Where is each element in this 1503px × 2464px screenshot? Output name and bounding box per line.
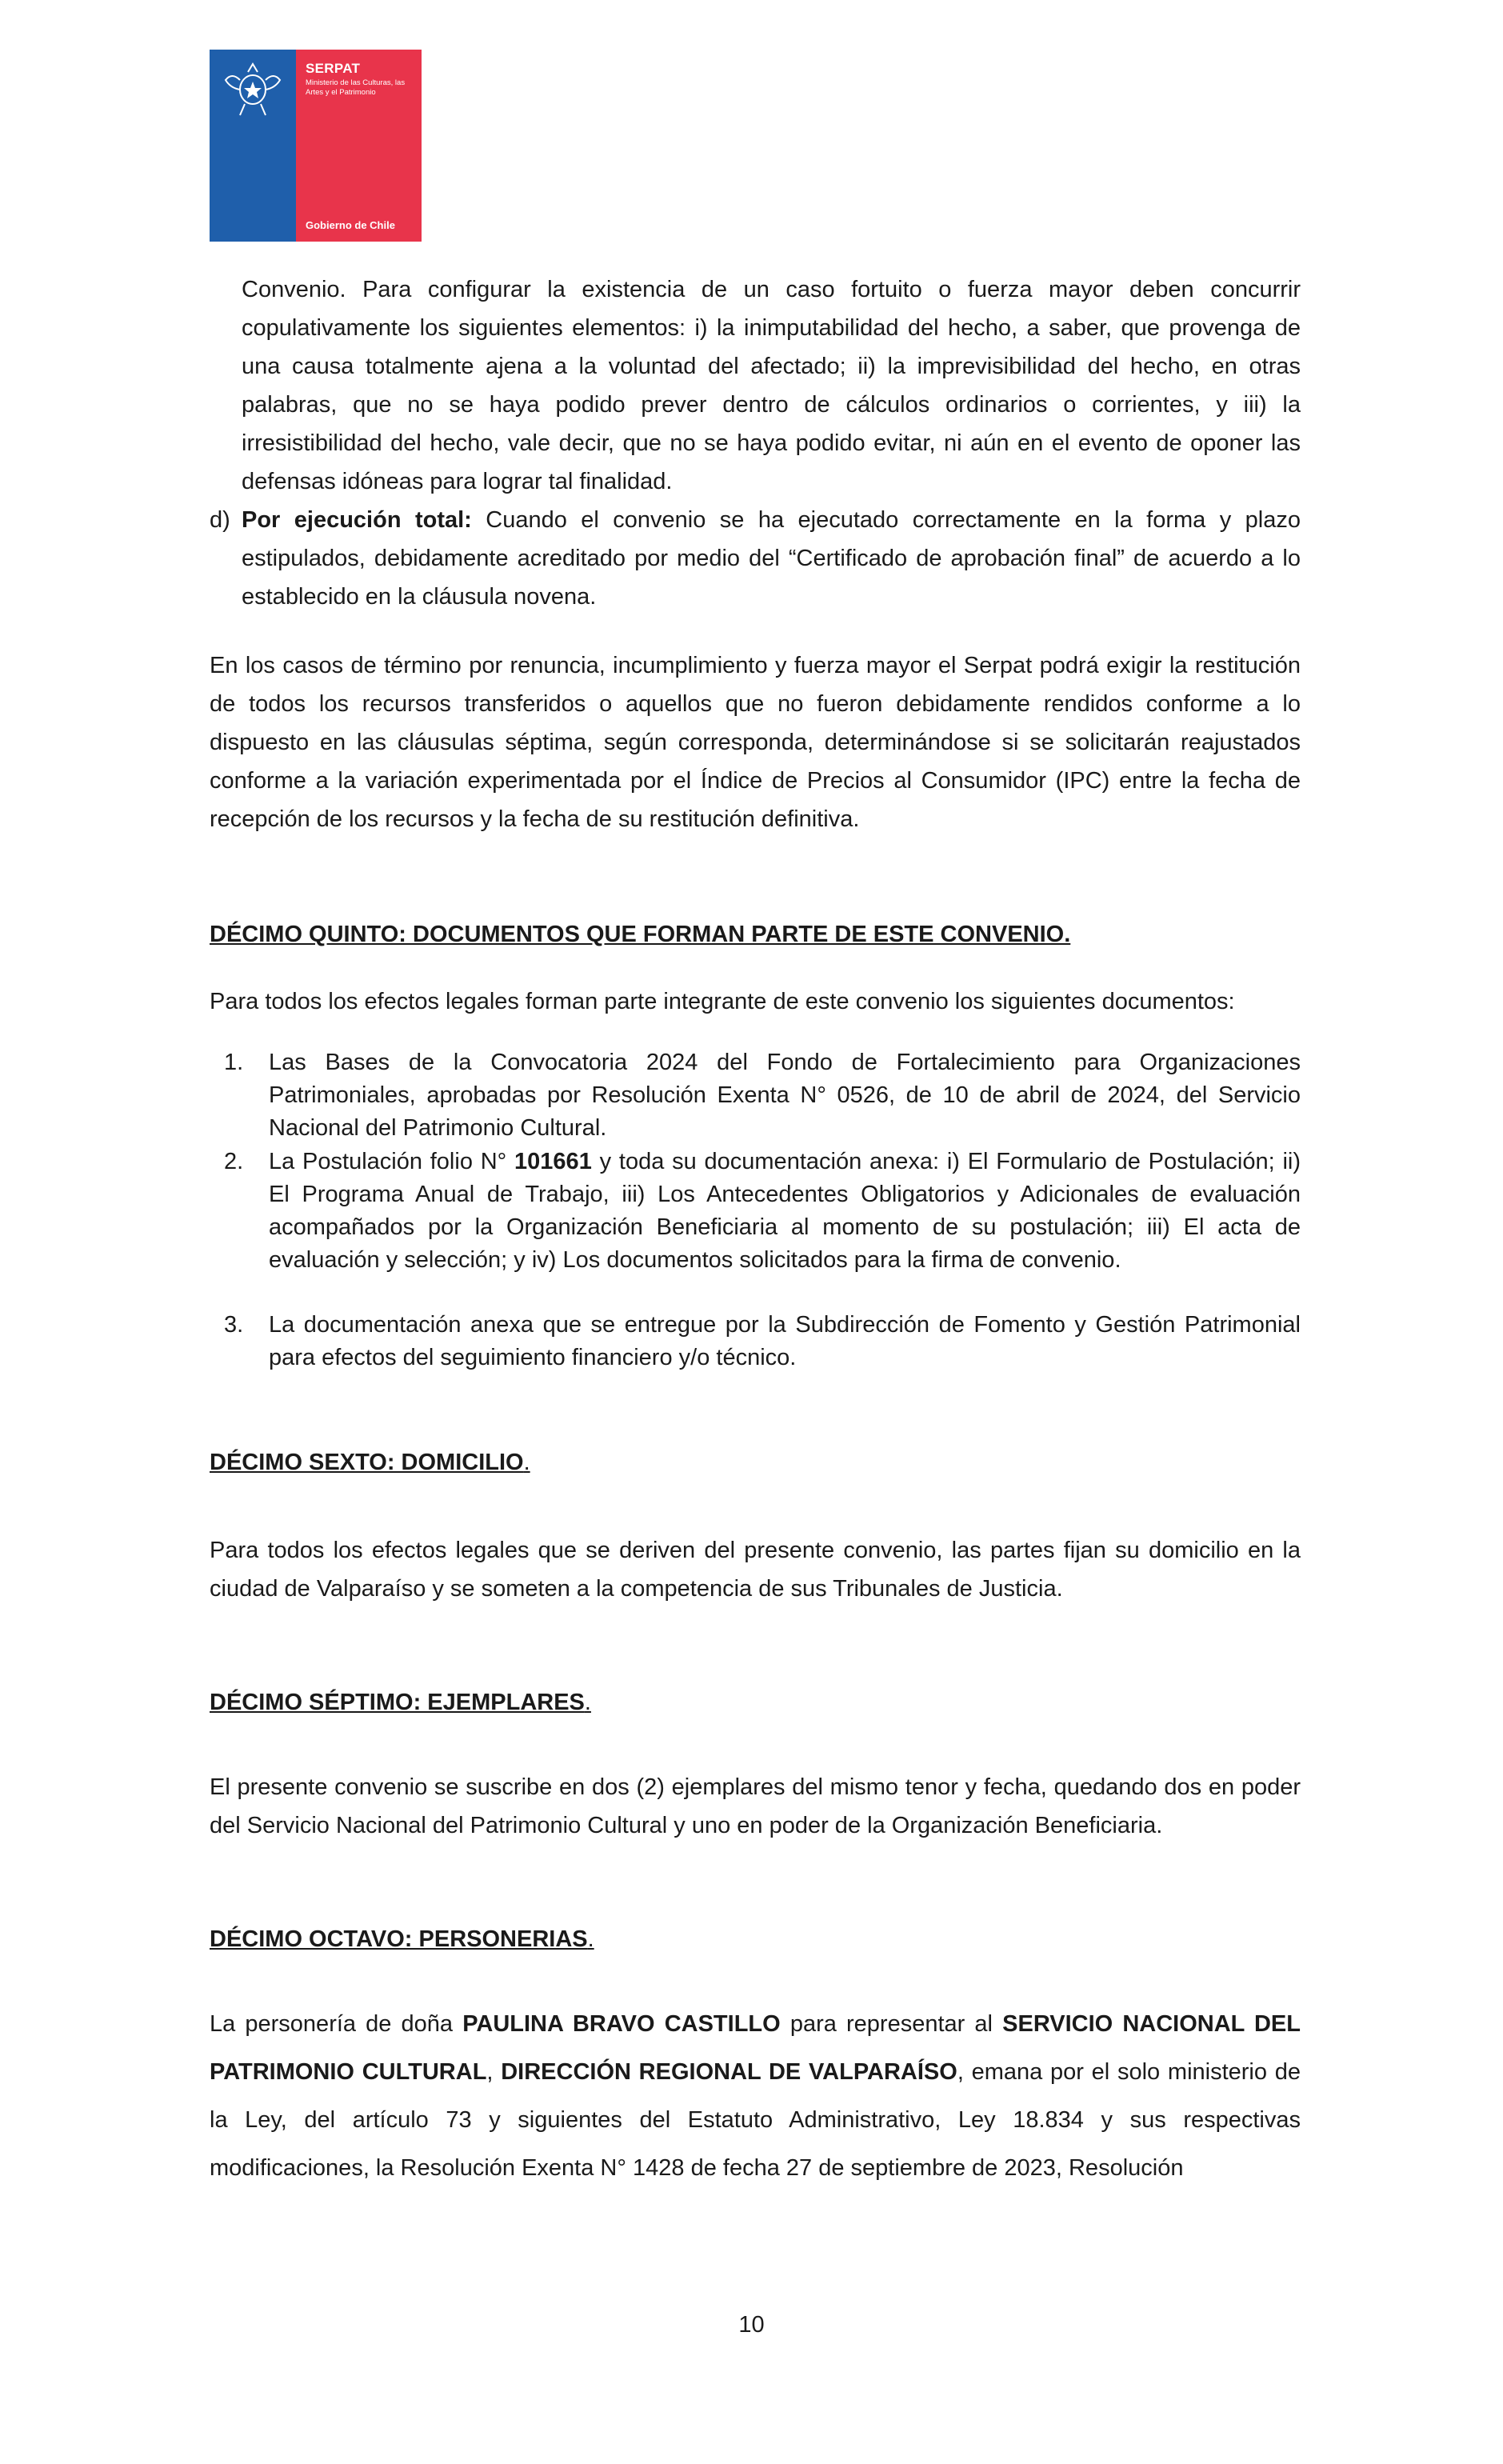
section-17-heading: DÉCIMO SÉPTIMO: EJEMPLARES.	[210, 1690, 591, 1715]
list-item-2-before: La Postulación folio N°	[269, 1149, 515, 1174]
list-item-2	[269, 1146, 1301, 1277]
folio-number: 101661	[514, 1149, 592, 1174]
section-15-intro: Para todos los efectos legales forman parte integrante de este convenio los siguientes documentos:	[210, 989, 1235, 1014]
list-item-2-after: y toda su documentación anexa: i) El Formulario de Postulación; ii) El Programa Anual de Trabajo, iii) Los Antecedentes Obligatorios y Adicionales de evaluación acompañados por la Organización Beneficiaria al momento de su postulación; iii) El acta de evaluación y selección; y iv) Los documentos solicitados para la firma de convenio.	[269, 1149, 1301, 1273]
item-d-marker: d)	[210, 507, 230, 533]
coat-of-arms-icon	[216, 56, 290, 120]
list-item-3: La documentación anexa que se entregue por la Subdirección de Fomento y Gestión Patrimonial para efectos del seguimiento financiero y/o técnico.	[269, 1312, 1301, 1370]
section-15-heading: DÉCIMO QUINTO: DOCUMENTOS QUE FORMAN PARTE DE ESTE CONVENIO.	[210, 922, 1071, 947]
section-16-text: Para todos los efectos legales que se deriven del presente convenio, las partes fijan su domicilio en la ciudad de Valparaíso y se someten a la competencia de sus Tribunales de Justicia.	[210, 1538, 1301, 1602]
representative-name: PAULINA BRAVO CASTILLO	[462, 2011, 781, 2037]
entity-name: SERVICIO NACIONAL DEL PATRIMONIO CULTURAL	[210, 2011, 1301, 2085]
logo-blue-panel	[210, 50, 296, 242]
intro-paragraph: Convenio. Para configurar la existencia de un caso fortuito o fuerza mayor deben concurrir copulativamente los siguientes elementos: i) la inimputabilidad del hecho, a saber, que provenga de una causa totalmente ajena a la voluntad del afectado; ii) la imprevisibilidad del hecho, en otras palabras, que no se haya podido prever dentro de cálculos ordinarios o corrientes, y iii) la irresistibilidad del hecho, vale decir, que no se haya podido evitar, ni aún en el evento de oponer las defensas idóneas para lograr tal finalidad.	[242, 277, 1301, 494]
section-16-heading: DÉCIMO SEXTO: DOMICILIO.	[210, 1450, 530, 1475]
item-d-bold: Por ejecución total:	[242, 507, 472, 533]
section-17-text: El presente convenio se suscribe en dos (2) ejemplares del mismo tenor y fecha, quedando dos en poder del Servicio Nacional del Patrimonio Cultural y uno en poder de la Organización Beneficiaria.	[210, 1774, 1301, 1838]
section-18-heading: DÉCIMO OCTAVO: PERSONERIAS.	[210, 1926, 594, 1952]
item-d-text: Cuando el convenio se ha ejecutado correctamente en la forma y plazo estipulados, debidamente acreditado por medio del “Certificado de aprobación final” de acuerdo a lo establecido en la cláusula novena.	[242, 507, 1301, 610]
list-item-1: Las Bases de la Convocatoria 2024 del Fondo de Fortalecimiento para Organizaciones Patrimoniales, aprobadas por Resolución Exenta N° 0526, de 10 de abril de 2024, del Servicio Nacional del Patrimonio Cultural.	[269, 1050, 1301, 1141]
logo-government: Gobierno de Chile	[306, 219, 395, 231]
section-18-text: La personería de doña PAULINA BRAVO CASTILLO para representar al SERVICIO NACIONAL DEL PATRIMONIO CULTURAL, DIRECCIÓN REGIONAL DE VALPARAÍSO, emana por el solo ministerio de la Ley, del artículo 73 y siguientes del Estatuto Administrativo, Ley 18.834 y sus respectivas modificaciones, la Resolución Exenta N° 1428 de fecha 27 de septiembre de 2023, Resolución	[210, 2011, 1301, 2181]
page-number: 10	[738, 2312, 765, 2338]
logo-ministry: Ministerio de las Culturas, las Artes y el Patrimonio	[306, 78, 406, 97]
list-marker-1: 1.	[224, 1050, 244, 1075]
list-marker-2: 2.	[224, 1149, 244, 1174]
logo-brand: SERPAT	[306, 61, 361, 76]
regional-direction: DIRECCIÓN REGIONAL DE VALPARAÍSO	[501, 2059, 957, 2085]
list-marker-3: 3.	[224, 1312, 244, 1338]
item-d	[242, 501, 1301, 616]
restitution-paragraph: En los casos de término por renuncia, incumplimiento y fuerza mayor el Serpat podrá exigir la restitución de todos los recursos transferidos o aquellos que no fueron debidamente rendidos conforme a lo dispuesto en las cláusulas séptima, según corresponda, determinándose si se solicitarán reajustados conforme a la variación experimentada por el Índice de Precios al Consumidor (IPC) entre la fecha de recepción de los recursos y la fecha de su restitución definitiva.	[210, 653, 1301, 832]
serpat-logo	[210, 50, 422, 242]
